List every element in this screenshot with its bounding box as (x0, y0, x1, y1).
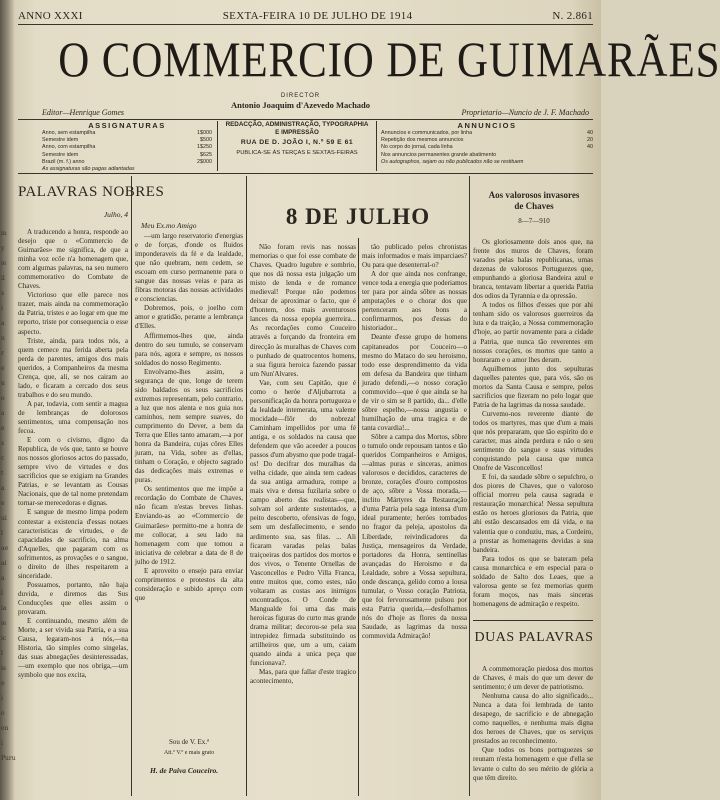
divider (18, 119, 593, 120)
article-body-8-de-julho-col2 (362, 243, 467, 796)
paragraph: Os gloriosamente dois anos que, na frente dos muros de Chaves, foram varados pelas balas republicanas, umas dezenas de valorosos Portuguezes que, empunhando a gloriosa Bandeira azul e branca, tentavam libertar a querida Patria dos odios da Tyrannia e da opressão. (473, 238, 593, 301)
paragraph: Sôbre a campa dos Mortos, sôbre o tumulo onde repousam tantos e tão queridos Companheiros e Amigos,—almas puras e sinceras, animos valorosos e decididos, caracteres de bronze, corações d'ouro compostos de aço, sôbre a Vossa morada,—inclito Mártyres da Restauração d'uma Patria pela saga intensa d'um ideal puramente; heróes tombados no fragor da peleja, apostolos da Liberdade, reivindicadores da Justiça, mensageiros da Verdade, portadores da Honra, sentinellas avançadas do Heroismo e da Lealdade, sobre a Vossa sepultura, onde descança, gelido como a lousa tumular, o Vosso coração Patriota, que foi fervorosamente pulsou por esta Patria querida,—desfolhamos nós do d'hoje as flores da nossa Saudade, as lagrimas da nossa commovida Admiração! (362, 432, 467, 641)
subscription-label: Anno, com estampilha (42, 144, 96, 151)
article-heading-palavras-nobres: PALAVRAS NOBRES (18, 184, 165, 200)
edge-fragment: e (1, 500, 5, 507)
redaction-address: RUA DE D. JOÃO I, N.º 59 E 61 (240, 139, 354, 146)
paragraph: Victorioso que elle parece nos trazer, mais ainda na commemoração da Patria, tristes e ao logar em que me reporto, triste por consequencia o esse aspecto. (18, 291, 128, 336)
announcement-row (381, 144, 593, 151)
announcement-price: 40 (587, 130, 593, 136)
divider (18, 173, 593, 174)
edge-fragment: il (1, 275, 5, 282)
subscriptions-box (42, 121, 212, 171)
edge-fragment: y (1, 245, 5, 252)
edge-fragment: l (1, 530, 3, 537)
edge-fragment: a (1, 320, 5, 327)
paragraph: Aquilhemos junto dos sepulturas daquelles patentes que, para vós, são os mortos da Santa Causa e sempre, pelos sacrificios que fizeram no pelo logar que Patria de ha lagrimas da nossa saudade. (473, 364, 593, 409)
article-dateline-valorosos: 8—7—910 (518, 217, 550, 225)
announcement-label: Annuncios e communicados, por linha (381, 130, 473, 136)
subscription-label: Semestre idem (42, 137, 79, 144)
subscription-label: Semestre idem (42, 151, 79, 158)
edge-fragment: e (1, 425, 5, 432)
edge-fragment: s (1, 440, 5, 447)
column-divider (469, 176, 470, 796)
year-label: ANNO XXXI (18, 10, 83, 22)
paragraph: E com o civismo, digno da Republica, de vós que, tanto se houve nos nossos gloriosos actos do passado, sempre vivo de virtudes e dos sacrificios que se exigiam na Grandes Patrias, e se levantam as Cousas Nacionais, que de tal nome pretendam tornar-se merecedoras e dignas. (18, 436, 128, 508)
column-divider (131, 176, 132, 796)
redaction-box (222, 121, 372, 171)
article-body-valorosos (473, 238, 593, 614)
edge-fragment: m (1, 230, 7, 237)
column-divider (246, 176, 247, 796)
article-dateline: Julho, 4 (103, 210, 128, 219)
announcements-heading: ANNUNCIOS (457, 121, 517, 130)
edge-fragment: e (1, 710, 5, 717)
column-divider (358, 238, 359, 796)
edge-fragment: ae (1, 545, 9, 552)
edge-fragment: ui (1, 515, 7, 522)
edge-fragment: a (1, 410, 5, 417)
edge-fragment: ie (1, 260, 7, 267)
paragraph: Mas, para que fallar d'este tragico acontecimento, (250, 668, 356, 686)
paragraph: Vae, com seu Capitão, que é como o heróe d'Aljubarrota a personificação da honra portugueza e da lealdade intemerata, uma valente mocidade—flôr do nobreza! Caminham impellidos por uma fé antiga, e os soldados na causa que defendem que vão aceeder a poucos passos d'um abysmo que pode tragal-os! Do decifrar dos muralhas da velha cidade, que ainda tem cadeas da sua antiga armadura, rompe a mais viva e densa fuzilaria sobre o campo aberto das realistas—que, solvam sol ardente sustentados, a peito descoberto, ofensivas de fogo, sem um desfallecimento, e sendo ardimento sua, sas filas. ... Ali ficaram varadas pelas balas traiçoeiras dos partidos dos mortos e dos vivos, o Tenente Ornellas de Vasconcellos e Pedro Villa Franca, entre muitos que, como estes, não voltaram as costas aos inimigos encontradiços. O Conde de Mangualde foi uma das mais heroicas figuras do curto mas grande drama militar; decorou-se pela sua intrepidez firmada substituindo os artilheiros que, um a um, caiam quando ainda a unica peça que funcionava?. (250, 378, 356, 668)
article-body-duas-palavras (473, 665, 593, 796)
salutation: Meu Ex.mo Amigo (141, 221, 197, 230)
announcement-price: 20 (587, 137, 593, 144)
paragraph: Os sentimentos que me impõe a recordação do Combate de Chaves, não ficam n'estas breves linhas. Enviando-as ao «Commercio de Guimarães» permitto-me a honra de me collocar, a seu lado na homenagem com que tomou a iniciativa de celebrar a data de 8 de julho de 1912. (135, 485, 243, 566)
issue-number: N. 2.861 (552, 10, 593, 22)
paragraph: A dor que ainda nos confrange, vence toda a energia que poderiamos ter para por ainda sôbre as nossas amputações e o chorar dos que pertenceram aos bons a confirmarmos, pos d'essas do historiador... (362, 270, 467, 333)
subscription-label: Anno, sem estampilha (42, 130, 96, 136)
subscription-row (42, 144, 212, 151)
edge-fragment: ia (1, 605, 7, 612)
edge-fragment: ic (1, 635, 7, 642)
masthead-title: O COMMERCIO DE GUIMARÃES (58, 31, 720, 87)
owner-name: Proprietario—Nuncio de J. F. Machado (461, 108, 589, 117)
subscription-price: 1$000 (197, 130, 212, 136)
edge-fragment: ai (1, 560, 7, 567)
edge-fragment: ie (1, 620, 7, 627)
announcement-label: No corpo do jornal, cada linha (381, 144, 453, 151)
subscription-row (42, 159, 212, 166)
paragraph: Possuamos, portanto, não haja duvida, e diremos das Sus Conducções que elles assim o provaram. (18, 580, 128, 616)
edge-fragment: i (1, 740, 3, 747)
edge-fragment: c (1, 455, 5, 462)
paragraph: Para todos os que se bateram pela causa monarchica e em especial para o soldado de Salto dos Leaes, que a valorosa gente se fez memorias quem foram moços, nas mais sinceras homenagens de admiração e respeito. (473, 554, 593, 608)
announcements-note: Nos annuncios permanentes grande abatimento (381, 151, 497, 158)
edge-fragment: e (1, 365, 5, 372)
edge-fragment: is (1, 665, 6, 672)
edge-fragment: o (1, 395, 5, 402)
subscription-price: 2$000 (197, 158, 212, 165)
announcement-row (381, 130, 593, 137)
letter-closing-2: Att.º V.º e mais grato (163, 750, 215, 756)
paragraph: Que todos os bons portuguezes se reunam n'esta homenagem e que d'ella se levante o culto do seu mérito de glória a que têm direito. (473, 746, 593, 782)
subscription-price: $500 (200, 137, 212, 144)
announcements-box (381, 121, 593, 171)
letter-body (135, 232, 243, 772)
edge-fragment: Puru (1, 755, 16, 762)
subscription-price: $625 (200, 151, 212, 158)
edge-fragment: l (1, 590, 3, 597)
edge-fragment: r (1, 350, 4, 357)
subscriptions-note: As assignaturas são pagas adiantadas (42, 166, 135, 173)
letter-closing: Sou de V. Ex.ª (169, 738, 209, 746)
paragraph: A par, todavia, com sentir a magua de lembranças de dolorosos sentimentos, uma compensação nos fecoa. (18, 399, 128, 436)
paragraph: Affirmemos-lhes que, ainda dentro do seu tumulo, se conservam para nós, agora e sempre, os nossos soldados do nosso Regimento. (135, 331, 243, 367)
article-heading-valorosos: Aos valorosos invasores (488, 190, 580, 200)
director-label: DIRECTOR (280, 93, 321, 99)
article-body-8-de-julho-col1 (250, 243, 356, 796)
publication-schedule: PUBLICA-SE ÁS TERÇAS E SEXTAS-FEIRAS (236, 150, 358, 156)
paragraph: E aproveito o ensejo para enviar comprimentos e protestos da alta consideração e subido apreço com que (135, 566, 243, 602)
paragraph: Dobremos, pois, o joelho com amor e gratidão, perante a lembrança d'Elles. (135, 304, 243, 331)
subscription-row (42, 130, 212, 137)
divider (18, 24, 593, 25)
subscriptions-heading: ASSIGNATURAS (88, 121, 166, 130)
subscription-label: Brazil (m. f.) anno (42, 158, 85, 165)
announcement-label: Repetição dos mesmos annuncios (381, 137, 464, 144)
paragraph: —um largo reservatorio d'energias e de forças, d'onde os fluidos imponderaveis da fé e da lealdade, que não quebram, nem cedem, se escoam em curso permanente para o sangue das nossas veias e para as fibras motoras das nossas actividades e consciencias. (135, 232, 243, 304)
edge-fragment: l (1, 650, 3, 657)
paragraph: tão publicado pelos chronistas mais informados e mais imparciaes? Ou para que desenterral-o? (362, 243, 467, 270)
subscription-row (42, 152, 212, 159)
article-body-palavras-nobres (18, 228, 128, 796)
announcements-note-2: Os autographos, sejam ou não publicados não se restituem (381, 158, 524, 165)
edge-fragment: e (1, 680, 5, 687)
article-heading-valorosos-2: de Chaves (514, 201, 554, 211)
paragraph: Nenhuma causa do alto significado... Nunca a data foi lembrada de tanto desapego, de sacrificio e de abnegação como naquelles, e nenhuma mais digna dos heroes de Chaves, que os serviços prestados ao reconhecimento. (473, 692, 593, 746)
redaction-line1: REDACÇÃO, ADMINISTRAÇÃO, TYPOGRAPHIA (225, 121, 369, 128)
top-line (18, 10, 593, 22)
announcement-row (381, 137, 593, 144)
edge-fragment: i (1, 305, 3, 312)
article-heading-8-de-julho: 8 DE JULHO (285, 204, 431, 229)
article-heading-duas-palavras: DUAS PALAVRAS (474, 630, 594, 645)
edge-fragment: en (1, 725, 9, 732)
editor-name: Editor—Henrique Gomes (42, 108, 124, 117)
paragraph: Envolvamo-lhes assim, a segurança de que, longe de terem sido baldados os seus sacrificios extremos representam, pelo contrario, a luz que nos alenta e nos guia nos caminhos, nem sempre suaves, do cumprimento do Dever, a bem da Terra que Elles tanto amaram,—a por honra da Bandeira, cujas côres Elles juram, na Vida, sobre as d'ellas, tinham o Coração, e objecto sagrado das dedicações mais extremas e puras. (135, 367, 243, 485)
paragraph: Deante d'esse grupo de homens capitaneados por Couceiro—o mesmo do Mataco do seu heroismo, todo esse desprendimento da vida em defesa da Bandeira que tinham jurado defendi,—o nosso coração commovido—que é que ainda se ha de vir o sim se 8 partido, da... d'elle sôbre espelho,—nossa angustia e humilhação de uma tragica e de tanta covardia!... (362, 333, 467, 432)
paragraph: A traducendo a honra, responde ao desejo que o «Commercio de Guimarães» me significa, de que a minha voz ecôe n'a homenagem que, com algumas palavras, na seu numero commemorativo do Combate de Chaves. (18, 228, 128, 291)
paragraph: Curvemo-nos reverente diante de todos os martyres, mas que d'um a mais que nós prepararam, que tão espirito do e caracter, mas ainda perdura e não o seu sentimento do sangue e suas virtudes conquistando pela causa que nunca Onofre de Vasconcellos! (473, 409, 593, 473)
paragraph: A todos os filhos d'esses que por ahi tenham sido os valorosos guerreiros da luta e da traição, a Nossa commemoração d'hoje, ao partir novamente para a cidade a Patria, que nunca tão reverentes em nossos corações, os mortos que tanto a honraram e o amor lhes deram. (473, 301, 593, 364)
paragraph: Triste, ainda, para todos nós, a quem cemece ma ferida aberta pela perda de parentes, amigos dos mais queridos, a Companheiros da mesma Crença, que, ali, se nos cairam ao lado, e ficaram a cercado dos seus trabalhos e do seu mundo. (18, 336, 128, 399)
edge-fragment: t (1, 470, 4, 477)
paragraph: Não foram revis nas nossas memorias o que foi esse combate de Chaves. Quadro lugubre e sombrio, que nos dá nossa esta julgação um misto de lenda e de romance medieval! Porque não podemos deixar de aproximar o facto, que é d'hontem, dos mais aventurosos lances da nossa epopéa guerreira... As recordações como Couceiro através a forçando da fronteira em direcção às muralhas de Chaves com o punhado de quatrocentos homens, a sua figura heroica fazendo passar um Nun'Alvares. (250, 243, 356, 378)
letter-signature: H. de Paiva Couceiro. (150, 766, 219, 775)
paragraph: E sangue de mesmo limpa podem contestar a existencia d'essas notaes caracteristicas de virtudes, e de capacidades de sacrificio, na alma d'Aquelles, que pagaram com os sofrimentos, as provações e o sangue, o direito de ilhes respeitarem a sinceridade. (18, 508, 128, 580)
paragraph: A commemoração piedosa dos mortos de Chaves, é mais do que um dever de sentimento; é um dever de patriotismo. (473, 665, 593, 692)
edge-fragment: u (1, 380, 5, 387)
edge-fragment: a (1, 485, 5, 492)
divider (376, 121, 377, 171)
director-name: Antonio Joaquim d'Azevedo Machado (230, 100, 371, 110)
divider (217, 121, 218, 171)
edge-fragment: a (1, 575, 5, 582)
announcement-price: 40 (587, 144, 593, 151)
edge-fragment: i (1, 695, 3, 702)
paragraph: E foi, da saudade sôbre o sepulchro, o dos piores de Chaves, que o valoroso official morreu pela causa sagrada e restauração monarchica! Nessa sepultura estão os heroes gloriosos da Patria, que ahi estão descansados em dá vida, e na valentia que o conduziu, mas, a Cordeiro, a prestar as homenagens devidas a sua bandeira. (473, 473, 593, 554)
subscription-row (42, 137, 212, 144)
edge-fragment: s (1, 290, 5, 297)
paragraph: E continuando, mesmo além de Morte, a ser vivida sua Patria, e a sua Causa, legaram-nos a nós,—na Historia, tão simples como singelas, das suas abnegações desinteressadas,—um exemplo que nos obriga,—um symbolo que nos excita, (18, 617, 128, 680)
edge-fragment: u (1, 335, 5, 342)
redaction-line2: E IMPRESSÃO (275, 129, 319, 136)
divider (473, 620, 593, 621)
subscription-price: 1$250 (197, 144, 212, 151)
date-label: SEXTA-FEIRA 10 DE JULHO DE 1914 (222, 10, 413, 22)
